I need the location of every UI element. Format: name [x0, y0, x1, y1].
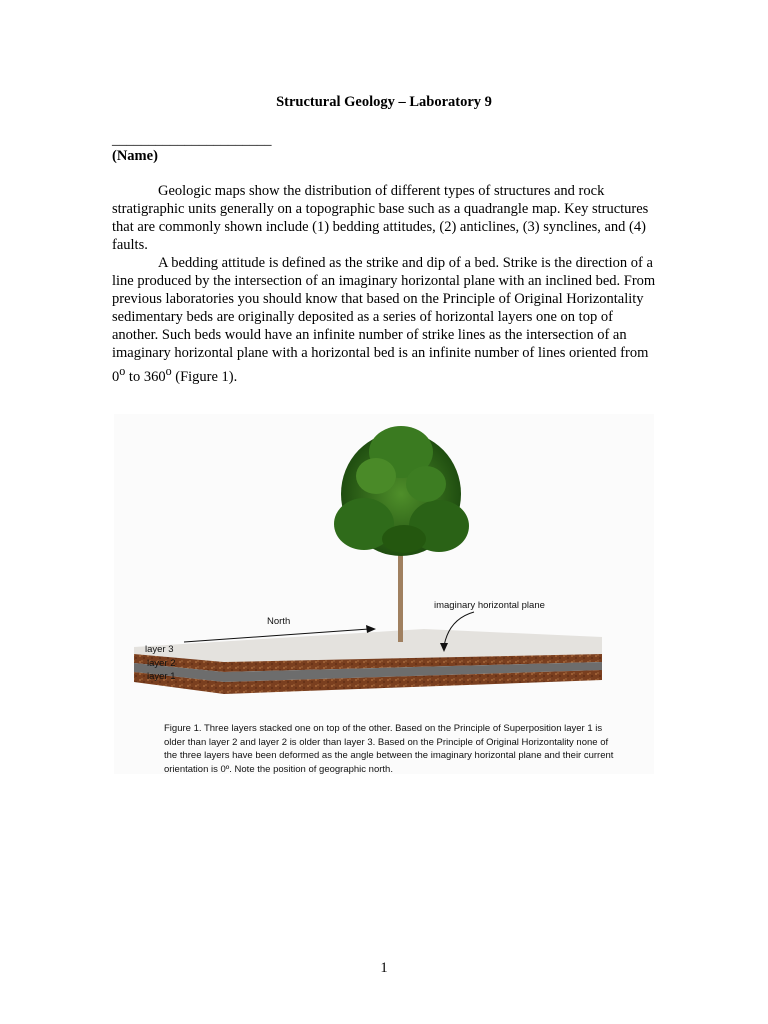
degree-superscript: o [119, 364, 126, 378]
label-north: North [267, 616, 291, 627]
paragraph-bedding-end: (Figure 1). [171, 368, 238, 385]
label-layer-1: layer 1 [147, 671, 176, 682]
paragraph-intro: Geologic maps show the distribution of different types of structures and rock stratigraphic units generally on a topographic base such as a quadrangle map. Key structures that are commonly shown include (1) bedding attitudes, (2) anticlines, (3) synclines, and (4) faults. [112, 183, 649, 253]
figure-caption: Figure 1. Three layers stacked one on top of the other. Based on the Principle of Superposition layer 1 is older than layer 2 and layer 2 is older than layer 3. Based on the Principle of Original Horizontality none of the three layers have been deformed as the angle between the imaginary horizontal plane and their current orientation is 0º. Note the position of geographic north. [164, 723, 614, 775]
name-label: (Name) [112, 148, 158, 164]
page-title: Structural Geology – Laboratory 9 [276, 94, 492, 110]
layer-diagram [114, 414, 654, 724]
paragraph-bedding-mid: to 360 [125, 368, 166, 385]
degree-superscript-2: o [165, 364, 172, 378]
label-layer-3: layer 3 [145, 644, 174, 655]
label-imaginary-plane: imaginary horizontal plane [434, 600, 545, 611]
figure-1 [114, 414, 654, 774]
label-layer-2: layer 2 [147, 658, 176, 669]
page-number: 1 [380, 960, 388, 976]
tree-foliage [334, 426, 469, 556]
paragraph-bedding-start: A bedding attitude is defined as the strike and dip of a bed. Strike is the direction of a line produced by the intersection of an imaginary horizontal plane with an inclined bed. From previous laboratories you should know that based on the Principle of Original Horizontality sedimentary beds are originally deposited as a series of horizontal layers one on top of another. Such beds would have an infinite number of strike lines as the intersection of an imaginary horizontal plane with a horizontal bed is an infinite number of lines oriented from 0 [112, 255, 656, 385]
body-text [112, 182, 657, 386]
name-blank-line: ______________________ [112, 132, 272, 148]
paragraph-bedding [112, 254, 657, 386]
north-arrow-head [366, 625, 376, 633]
